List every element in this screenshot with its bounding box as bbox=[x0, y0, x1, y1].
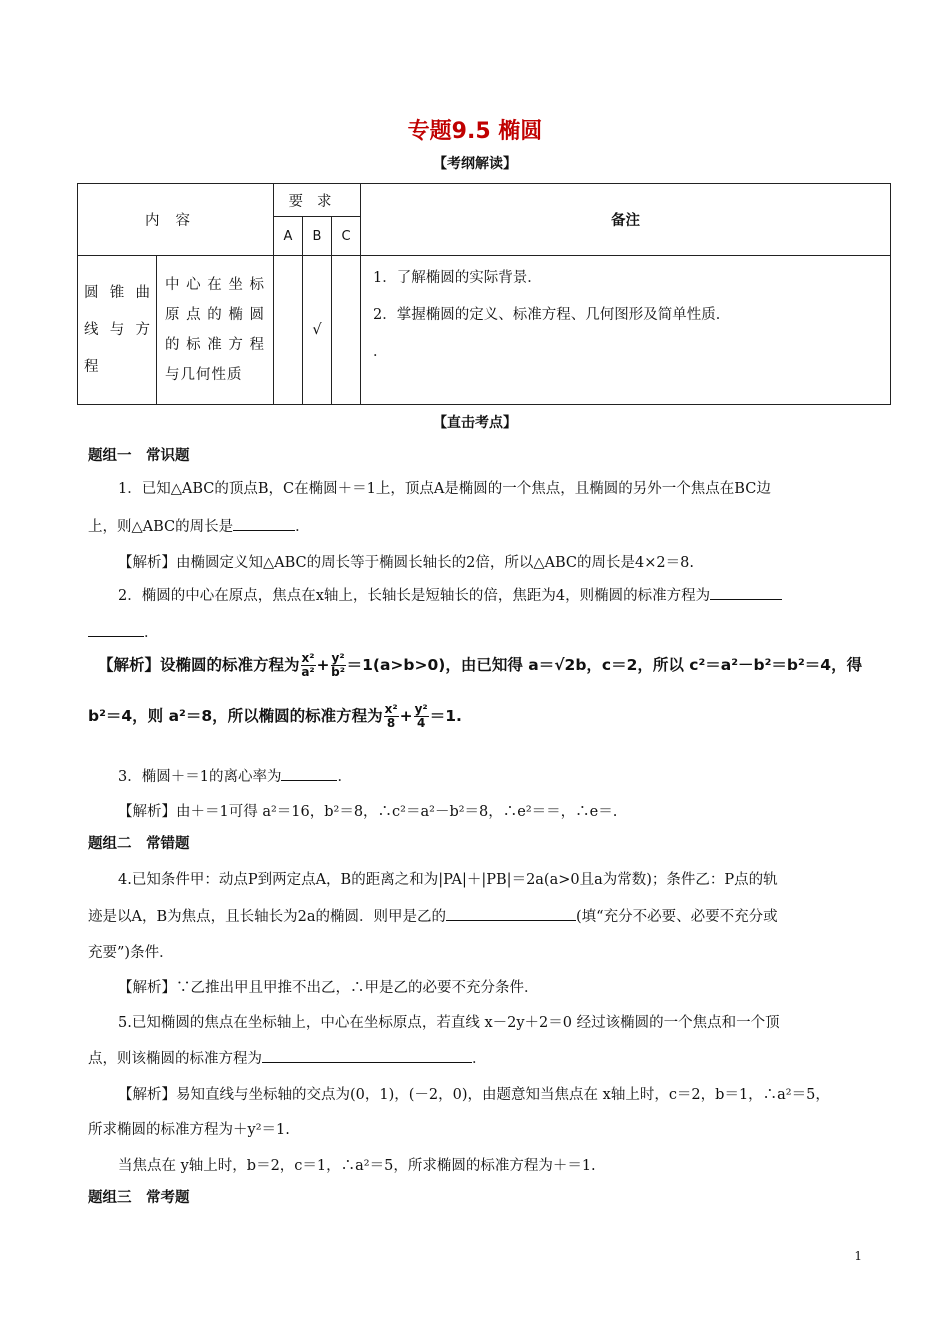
question-5: 5.已知椭圆的焦点在坐标轴上，中心在坐标原点，若直线 x－2y＋2＝0 经过该椭圆的一个焦点和一个顶 bbox=[118, 1015, 780, 1031]
question-4-end: 充要”)条件． bbox=[88, 945, 174, 961]
fraction-numerator: x² bbox=[301, 651, 315, 665]
note-line: 1．了解椭圆的实际背景． bbox=[373, 270, 542, 286]
exam-heading: 【直击考点】 bbox=[433, 415, 517, 431]
group-heading: 题组一 常识题 bbox=[88, 448, 190, 464]
fraction-denominator: 4 bbox=[416, 716, 426, 730]
question-text: ． bbox=[144, 625, 159, 641]
note-line: 2．掌握椭圆的定义、标准方程、几何图形及简单性质． bbox=[373, 307, 731, 323]
plus-sign: + bbox=[316, 656, 330, 674]
topic-line: 中心在坐标 bbox=[165, 277, 265, 293]
syllabus-table bbox=[77, 183, 891, 405]
category-line: 圆锥曲 bbox=[84, 284, 150, 301]
question-1 bbox=[88, 471, 864, 507]
answer-2-line-1 bbox=[98, 652, 862, 679]
fraction bbox=[331, 652, 346, 679]
answer-text: ＝1(a>b>0)，由已知得 a＝√2b，c＝2，所以 c²＝a²－b²＝b²＝4，得 bbox=[346, 656, 863, 674]
fraction-numerator: x² bbox=[384, 702, 398, 716]
answer-5: 【解析】易知直线与坐标轴的交点为(0，1)，(－2，0)，由题意知当焦点在 x轴上时，c＝2，b＝1，∴a²＝5， bbox=[118, 1087, 830, 1103]
question-4-cont bbox=[88, 899, 864, 935]
fraction bbox=[384, 703, 399, 730]
question-text: ． bbox=[337, 769, 352, 785]
question-text: 3．椭圆＋＝1的离心率为 bbox=[118, 769, 282, 785]
header-requirement: 要求 bbox=[274, 184, 361, 217]
answer-text: ＝1. bbox=[429, 707, 462, 725]
fraction-numerator: y² bbox=[414, 702, 428, 716]
question-5-cont bbox=[88, 1041, 864, 1077]
question-text: 迹是以A，B为焦点，且长轴长为2a的椭圆．则甲是乙的 bbox=[88, 909, 446, 925]
topic-cell bbox=[157, 256, 274, 405]
header-content: 内容 bbox=[78, 184, 274, 256]
question-1-cont bbox=[88, 509, 864, 545]
fraction-denominator: 8 bbox=[386, 716, 396, 730]
question-3 bbox=[88, 759, 864, 795]
level-c-cell bbox=[332, 256, 361, 405]
answer-blank bbox=[233, 516, 295, 531]
level-a-cell bbox=[274, 256, 303, 405]
category-cell bbox=[78, 256, 157, 405]
header-note: 备注 bbox=[361, 184, 891, 256]
answer-text: b²＝4，则 a²＝8，所以椭圆的标准方程为 bbox=[88, 707, 383, 725]
question-text: 点，则该椭圆的标准方程为 bbox=[88, 1051, 262, 1067]
answer-blank bbox=[710, 585, 782, 600]
fraction-denominator: a² bbox=[301, 665, 315, 679]
fraction-denominator: b² bbox=[331, 665, 345, 679]
answer-2-line-2 bbox=[88, 703, 462, 730]
question-2-cont bbox=[88, 615, 864, 651]
question-text: 2．椭圆的中心在原点，焦点在x轴上，长轴长是短轴长的倍，焦距为4，则椭圆的标准方程为 bbox=[118, 588, 711, 604]
fraction bbox=[414, 703, 429, 730]
answer-5-cont: 所求椭圆的标准方程为＋y²＝1. bbox=[88, 1122, 290, 1138]
question-text: ． bbox=[295, 519, 310, 535]
answer-text: 【解析】设椭圆的标准方程为 bbox=[98, 656, 300, 674]
outline-heading: 【考纲解读】 bbox=[433, 156, 517, 172]
answer-1: 【解析】由椭圆定义知△ABC的周长等于椭圆长轴长的2倍，所以△ABC的周长是4×2＝8. bbox=[118, 555, 694, 571]
answer-blank bbox=[262, 1048, 472, 1063]
question-2 bbox=[88, 578, 864, 614]
group-heading: 题组三 常考题 bbox=[88, 1190, 190, 1206]
category-line: 线与方 bbox=[84, 321, 150, 338]
category-line: 程 bbox=[84, 358, 99, 375]
answer-4: 【解析】∵乙推出甲且甲推不出乙，∴甲是乙的必要不充分条件． bbox=[118, 980, 539, 996]
question-text: 上，则△ABC的周长是 bbox=[88, 519, 234, 535]
topic-line: 的标准方程 bbox=[165, 337, 265, 353]
question-4: 4.已知条件甲：动点P到两定点A，B的距离之和为|PA|＋|PB|＝2a(a>0且a为常数)；条件乙：P点的轨 bbox=[118, 872, 778, 888]
question-text: ． bbox=[472, 1051, 487, 1067]
answer-blank bbox=[88, 622, 144, 637]
topic-line: 与几何性质 bbox=[165, 367, 243, 383]
fraction bbox=[301, 652, 316, 679]
page-title: 专题9.5 椭圆 bbox=[407, 119, 543, 144]
question-text: (填“充分不必要、必要不充分或 bbox=[576, 909, 778, 925]
level-c: C bbox=[332, 217, 361, 256]
answer-3: 【解析】由＋＝1可得 a²＝16，b²＝8，∴c²＝a²－b²＝8，∴e²＝＝，∴e＝. bbox=[118, 804, 618, 820]
plus-sign: + bbox=[399, 707, 413, 725]
note-line: ． bbox=[373, 344, 388, 360]
level-a: A bbox=[274, 217, 303, 256]
answer-5-case: 当焦点在 y轴上时，b＝2，c＝1，∴a²＝5，所求椭圆的标准方程为＋＝1. bbox=[118, 1158, 596, 1174]
check-mark: √ bbox=[303, 256, 332, 405]
question-text: 1．已知△ABC的顶点B，C在椭圆＋＝1上，顶点A是椭圆的一个焦点，且椭圆的另外一个焦点在BC边 bbox=[118, 481, 771, 497]
group-heading: 题组二 常错题 bbox=[88, 836, 190, 852]
fraction-numerator: y² bbox=[331, 651, 345, 665]
notes-cell bbox=[361, 256, 891, 405]
answer-blank bbox=[281, 766, 337, 781]
topic-line: 原点的椭圆 bbox=[165, 307, 265, 323]
level-b: B bbox=[303, 217, 332, 256]
answer-blank bbox=[446, 906, 576, 921]
page-number: 1 bbox=[854, 1249, 862, 1263]
